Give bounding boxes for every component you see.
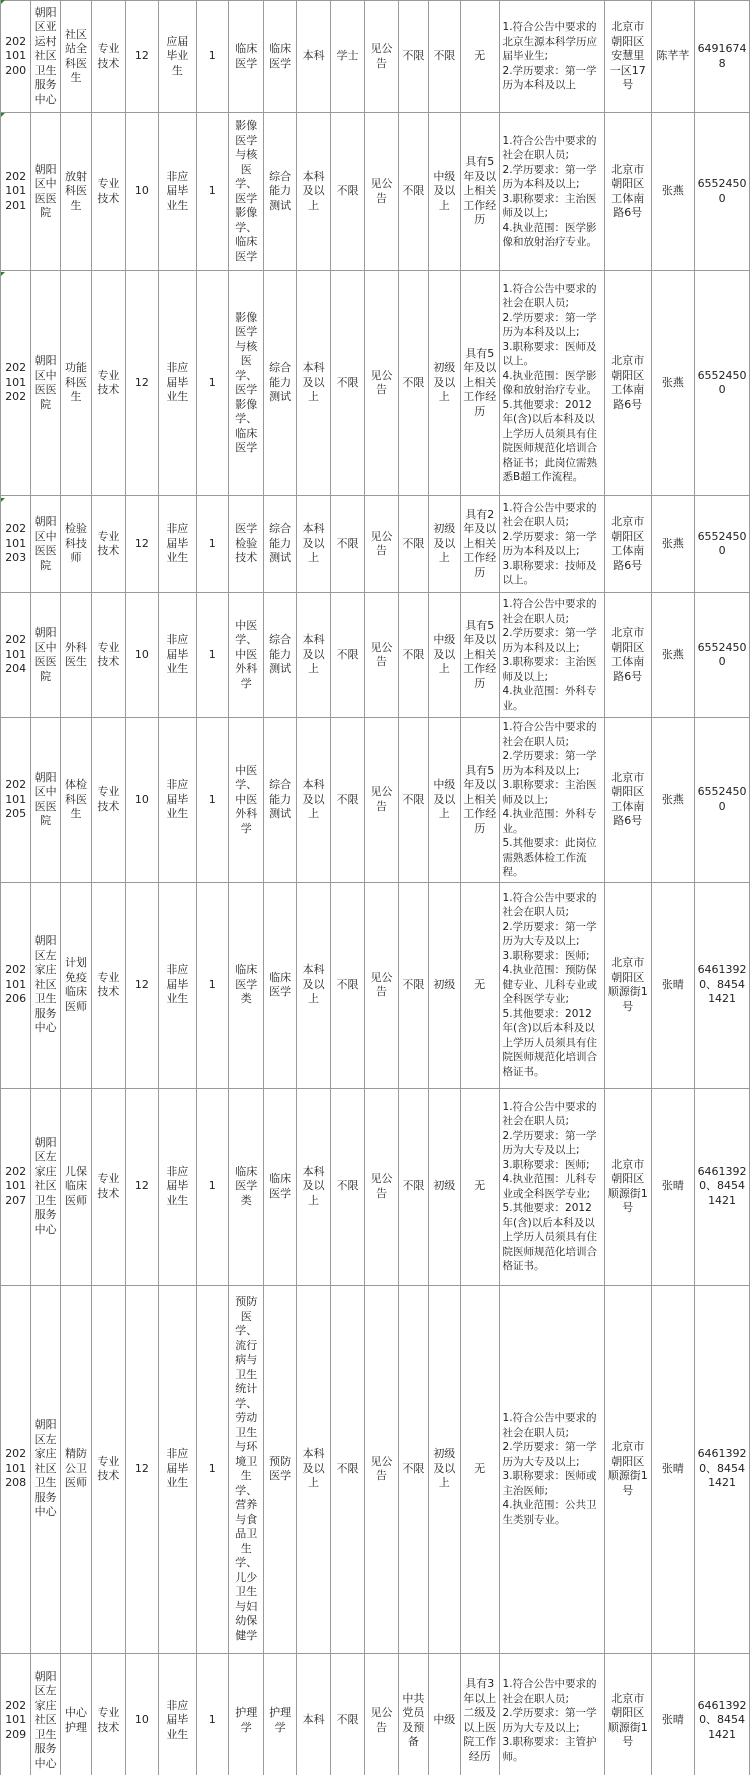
exam-cell: 护理学 (264, 1653, 296, 1775)
count-cell: 1 (196, 496, 228, 593)
table-row (1, 496, 750, 593)
source-cell: 非应届毕业生 (159, 271, 197, 496)
table-row (1, 1285, 750, 1653)
political-cell: 见公告 (364, 1, 398, 113)
address-cell: 北京市朝阳区工体南路6号 (604, 718, 651, 883)
political-cell: 见公告 (364, 1653, 398, 1775)
requirement-line: 3.职称要求：主治医师及以上; (502, 656, 597, 683)
level-cell: 10 (125, 113, 158, 271)
contact-cell: 张燕 (651, 113, 695, 271)
contact-cell: 陈芊芊 (651, 1, 695, 113)
code-cell: 202101205 (1, 718, 31, 883)
category-cell: 专业技术 (92, 1285, 125, 1653)
phone-cell: 65524500 (695, 496, 750, 593)
position-cell: 计划免疫临床医师 (60, 882, 91, 1088)
requirement-line: 3.职称要求：主治医师及以上; (502, 779, 597, 806)
other-requirement-cell: 中共党员及预备 (399, 1653, 428, 1775)
code-cell: 202101200 (1, 1, 31, 113)
requirement-line: 2.学历要求：第一学历为本科及以上; (502, 627, 597, 654)
requirement-line: 4.执业范围：医学影像和放射治疗专业。 (502, 369, 598, 396)
exam-cell: 临床医学 (264, 1088, 296, 1285)
phone-cell: 65524500 (695, 718, 750, 883)
position-cell: 体检科医生 (60, 718, 91, 883)
position-cell: 检验科技师 (60, 496, 91, 593)
address-cell: 北京市朝阳区工体南路6号 (604, 496, 651, 593)
unit-cell: 朝阳区中医医院 (31, 271, 60, 496)
count-cell: 1 (196, 1, 228, 113)
title-cell: 中级及以上 (428, 593, 460, 718)
requirement-line: 2.学历要求：第一学历为本科及以上; (502, 311, 597, 338)
experience-cell: 具有2年及以上相关工作经历 (461, 496, 500, 593)
requirement-line: 2.学历要求：第一学历为大专及以上; (502, 1441, 597, 1468)
requirement-line: 2.学历要求：第一学历为本科及以上 (502, 64, 597, 92)
unit-cell: 朝阳区左家庄社区卫生服务中心 (31, 882, 60, 1088)
requirement-line: 4.执业范围：外科专业。 (502, 685, 597, 712)
experience-cell: 无 (461, 1285, 500, 1653)
other-requirement-cell: 不限 (399, 496, 428, 593)
major-cell: 中医学、中医外科学 (228, 718, 263, 883)
education-cell: 本科 (296, 1, 330, 113)
contact-cell: 张晴 (651, 1285, 695, 1653)
category-cell: 专业技术 (92, 113, 125, 271)
degree-cell: 不限 (331, 1088, 364, 1285)
major-cell: 影像医学与核医学、医学影像学、临床医学 (228, 113, 263, 271)
other-requirement-cell: 不限 (399, 718, 428, 883)
requirement-line: 4.执业范围：医学影像和放射治疗专业。 (502, 221, 598, 248)
other-requirement-cell: 不限 (399, 271, 428, 496)
requirements-cell (499, 496, 604, 593)
requirement-line: 3.职称要求：主治医师及以上; (502, 192, 597, 219)
title-cell: 初级 (428, 1088, 460, 1285)
contact-cell: 张晴 (651, 882, 695, 1088)
category-cell: 专业技术 (92, 496, 125, 593)
experience-cell: 无 (461, 882, 500, 1088)
requirement-line: 4.执业范围：儿科专业或全科医学专业; (502, 1173, 597, 1200)
source-cell: 非应届毕业生 (159, 593, 197, 718)
requirement-line: 2.学历要求：第一学历为大专及以上; (502, 920, 597, 948)
code-cell: 202101204 (1, 593, 31, 718)
education-cell: 本科及以上 (296, 1285, 330, 1653)
major-cell: 护理学 (228, 1653, 263, 1775)
category-cell: 专业技术 (92, 882, 125, 1088)
address-cell: 北京市朝阳区工体南路6号 (604, 593, 651, 718)
education-cell: 本科及以上 (296, 113, 330, 271)
count-cell: 1 (196, 113, 228, 271)
requirement-line: 1.符合公告中要求的社会在职人员; (502, 134, 597, 161)
category-cell: 专业技术 (92, 271, 125, 496)
requirement-line: 5.其他要求：2012年(含)以后本科及以上学历人员须具有住院医师规范化培训合格证书。 (502, 1202, 598, 1272)
category-cell: 专业技术 (92, 1, 125, 113)
education-cell: 本科及以上 (296, 271, 330, 496)
source-cell: 非应届毕业生 (159, 882, 197, 1088)
table-row (1, 1088, 750, 1285)
level-cell: 10 (125, 718, 158, 883)
education-cell: 本科及以上 (296, 882, 330, 1088)
cell-marker (1, 113, 5, 117)
requirements-cell (499, 1653, 604, 1775)
phone-cell: 64916748 (695, 1, 750, 113)
title-cell: 中级 (428, 1653, 460, 1775)
requirement-line: 4.执业范围：外科专业。 (502, 808, 597, 835)
exam-cell: 综合能力测试 (264, 496, 296, 593)
level-cell: 12 (125, 1, 158, 113)
table-row (1, 1653, 750, 1775)
requirement-line: 3.职称要求：技师及以上。 (502, 559, 597, 586)
major-cell: 临床医学类 (228, 882, 263, 1088)
position-cell: 外科医生 (60, 593, 91, 718)
count-cell: 1 (196, 1653, 228, 1775)
count-cell: 1 (196, 1285, 228, 1653)
requirement-line: 2.学历要求：第一学历为本科及以上; (502, 750, 597, 777)
unit-cell: 朝阳区左家庄社区卫生服务中心 (31, 1285, 60, 1653)
source-cell: 非应届毕业生 (159, 1653, 197, 1775)
requirement-line: 3.职称要求：主管护师。 (502, 1736, 597, 1763)
degree-cell: 不限 (331, 718, 364, 883)
source-cell: 非应届毕业生 (159, 718, 197, 883)
requirement-line: 5.其他要求：2012年(含)以后本科及以上学历人员须具有住院医师规范化培训合格证书。 (502, 1007, 598, 1078)
education-cell: 本科 (296, 1653, 330, 1775)
requirement-line: 3.职称要求：医师及以上。 (502, 340, 597, 367)
cell-marker (1, 272, 5, 276)
title-cell: 不限 (428, 1, 460, 113)
code-cell: 202101206 (1, 882, 31, 1088)
other-requirement-cell: 不限 (399, 882, 428, 1088)
experience-cell: 具有5年及以上相关工作经历 (461, 271, 500, 496)
title-cell: 初级及以上 (428, 271, 460, 496)
position-cell: 社区站全科医生 (60, 1, 91, 113)
table-row (1, 1, 750, 113)
address-cell: 北京市朝阳区工体南路6号 (604, 271, 651, 496)
address-cell: 北京市朝阳区顺源街1号 (604, 1653, 651, 1775)
code-cell: 202101203 (1, 496, 31, 593)
contact-cell: 张燕 (651, 496, 695, 593)
requirement-line: 4.执业范围：预防保健专业、儿科专业或全科医学专业; (502, 964, 598, 1006)
code-cell: 202101202 (1, 271, 31, 496)
requirement-line: 1.符合公告中要求的社会在职人员; (502, 501, 597, 528)
requirement-line: 2.学历要求：第一学历为本科及以上; (502, 530, 597, 557)
requirements-cell (499, 271, 604, 496)
count-cell: 1 (196, 1088, 228, 1285)
requirement-line: 1.符合公告中要求的社会在职人员; (502, 1100, 597, 1127)
level-cell: 12 (125, 882, 158, 1088)
category-cell: 专业技术 (92, 718, 125, 883)
code-cell: 202101207 (1, 1088, 31, 1285)
code-cell: 202101208 (1, 1285, 31, 1653)
code-cell: 202101209 (1, 1653, 31, 1775)
requirement-line: 1.符合公告中要求的社会在职人员; (502, 891, 597, 919)
position-cell: 精防公卫医师 (60, 1285, 91, 1653)
unit-cell: 朝阳区亚运村社区卫生服务中心 (31, 1, 60, 113)
exam-cell: 综合能力测试 (264, 718, 296, 883)
title-cell: 初级及以上 (428, 496, 460, 593)
other-requirement-cell: 不限 (399, 1285, 428, 1653)
political-cell: 见公告 (364, 271, 398, 496)
unit-cell: 朝阳区左家庄社区卫生服务中心 (31, 1088, 60, 1285)
requirements-cell (499, 113, 604, 271)
contact-cell: 张燕 (651, 593, 695, 718)
degree-cell: 不限 (331, 496, 364, 593)
level-cell: 10 (125, 593, 158, 718)
category-cell: 专业技术 (92, 1653, 125, 1775)
phone-cell: 64613920、84541421 (695, 882, 750, 1088)
cell-marker (1, 0, 5, 4)
experience-cell: 无 (461, 1088, 500, 1285)
major-cell: 预防医学、流行病与卫生统计学、劳动卫生与环境卫生学、营养与食品卫生学、儿少卫生与妇幼保健学 (228, 1285, 263, 1653)
requirement-line: 1.符合公告中要求的社会在职人员; (502, 598, 597, 625)
requirement-line: 2.学历要求：第一学历为本科及以上; (502, 163, 597, 190)
major-cell: 影像医学与核医学、医学影像学、临床医学 (228, 271, 263, 496)
experience-cell: 无 (461, 1, 500, 113)
source-cell: 应届毕业生 (159, 1, 197, 113)
requirements-cell (499, 882, 604, 1088)
requirement-line: 1.符合公告中要求的社会在职人员; (502, 282, 597, 309)
major-cell: 临床医学 (228, 1, 263, 113)
exam-cell: 临床医学 (264, 882, 296, 1088)
count-cell: 1 (196, 593, 228, 718)
political-cell: 见公告 (364, 718, 398, 883)
phone-cell: 64613920、84541421 (695, 1285, 750, 1653)
political-cell: 见公告 (364, 1088, 398, 1285)
requirement-line: 1.符合公告中要求的社会在职人员; (502, 1412, 597, 1439)
education-cell: 本科及以上 (296, 496, 330, 593)
education-cell: 本科及以上 (296, 718, 330, 883)
degree-cell: 不限 (331, 271, 364, 496)
title-cell: 中级及以上 (428, 113, 460, 271)
cell-marker (1, 498, 5, 502)
requirement-line: 1.符合公告中要求的社会在职人员; (502, 1678, 597, 1705)
address-cell: 北京市朝阳区顺源街1号 (604, 1285, 651, 1653)
requirement-line: 3.职称要求：医师; (502, 1158, 590, 1171)
address-cell: 北京市朝阳区安慧里一区17号 (604, 1, 651, 113)
level-cell: 12 (125, 1285, 158, 1653)
experience-cell: 具有5年及以上相关工作经历 (461, 113, 500, 271)
requirement-line: 3.职称要求：医师; (502, 949, 590, 962)
position-cell: 功能科医生 (60, 271, 91, 496)
degree-cell: 不限 (331, 1285, 364, 1653)
position-cell: 放射科医生 (60, 113, 91, 271)
position-cell: 儿保临床医师 (60, 1088, 91, 1285)
experience-cell: 具有5年及以上相关工作经历 (461, 593, 500, 718)
phone-cell: 65524500 (695, 593, 750, 718)
address-cell: 北京市朝阳区顺源街1号 (604, 882, 651, 1088)
phone-cell: 64613920、84541421 (695, 1653, 750, 1775)
major-cell: 中医学、中医外科学 (228, 593, 263, 718)
experience-cell: 具有5年及以上相关工作经历 (461, 718, 500, 883)
degree-cell: 不限 (331, 113, 364, 271)
major-cell: 临床医学类 (228, 1088, 263, 1285)
count-cell: 1 (196, 718, 228, 883)
political-cell: 见公告 (364, 882, 398, 1088)
source-cell: 非应届毕业生 (159, 113, 197, 271)
education-cell: 本科及以上 (296, 593, 330, 718)
degree-cell: 不限 (331, 1653, 364, 1775)
requirement-line: 5.其他要求：2012年(含)以后本科及以上学历人员须具有住院医师规范化培训合格证书；此岗位需熟悉B超工作流程。 (502, 398, 598, 483)
contact-cell: 张燕 (651, 718, 695, 883)
phone-cell: 65524500 (695, 113, 750, 271)
code-cell: 202101201 (1, 113, 31, 271)
degree-cell: 学士 (331, 1, 364, 113)
source-cell: 非应届毕业生 (159, 1088, 197, 1285)
requirements-cell (499, 718, 604, 883)
address-cell: 北京市朝阳区顺源街1号 (604, 1088, 651, 1285)
education-cell: 本科及以上 (296, 1088, 330, 1285)
level-cell: 12 (125, 496, 158, 593)
other-requirement-cell: 不限 (399, 1088, 428, 1285)
category-cell: 专业技术 (92, 593, 125, 718)
unit-cell: 朝阳区中医医院 (31, 113, 60, 271)
exam-cell: 综合能力测试 (264, 271, 296, 496)
phone-cell: 65524500 (695, 271, 750, 496)
count-cell: 1 (196, 882, 228, 1088)
source-cell: 非应届毕业生 (159, 496, 197, 593)
contact-cell: 张燕 (651, 271, 695, 496)
table-row (1, 882, 750, 1088)
exam-cell: 预防医学 (264, 1285, 296, 1653)
other-requirement-cell: 不限 (399, 1, 428, 113)
requirements-cell (499, 1, 604, 113)
title-cell: 中级及以上 (428, 718, 460, 883)
unit-cell: 朝阳区中医医院 (31, 593, 60, 718)
unit-cell: 朝阳区中医医院 (31, 496, 60, 593)
political-cell: 见公告 (364, 113, 398, 271)
political-cell: 见公告 (364, 593, 398, 718)
political-cell: 见公告 (364, 496, 398, 593)
address-cell: 北京市朝阳区工体南路6号 (604, 113, 651, 271)
title-cell: 初级 (428, 882, 460, 1088)
table-row (1, 271, 750, 496)
requirement-line: 1.符合公告中要求的北京生源本科学历应届毕业生; (502, 21, 598, 63)
level-cell: 12 (125, 271, 158, 496)
requirement-line: 1.符合公告中要求的社会在职人员; (502, 721, 597, 748)
requirement-line: 3.职称要求：医师或主治医师; (502, 1470, 597, 1497)
requirements-cell (499, 593, 604, 718)
unit-cell: 朝阳区中医医院 (31, 718, 60, 883)
contact-cell: 张晴 (651, 1088, 695, 1285)
degree-cell: 不限 (331, 593, 364, 718)
other-requirement-cell: 不限 (399, 593, 428, 718)
requirements-cell (499, 1285, 604, 1653)
title-cell: 初级及以上 (428, 1285, 460, 1653)
exam-cell: 临床医学 (264, 1, 296, 113)
table-row (1, 593, 750, 718)
phone-cell: 64613920、84541421 (695, 1088, 750, 1285)
exam-cell: 综合能力测试 (264, 593, 296, 718)
table-row (1, 718, 750, 883)
degree-cell: 不限 (331, 882, 364, 1088)
requirement-line: 5.其他要求：此岗位需熟悉体检工作流程。 (502, 837, 597, 878)
major-cell: 医学检验技术 (228, 496, 263, 593)
source-cell: 非应届毕业生 (159, 1285, 197, 1653)
count-cell: 1 (196, 271, 228, 496)
experience-cell: 具有3年以上二级及以上医院工作经历 (461, 1653, 500, 1775)
requirement-line: 4.执业范围：公共卫生类别专业。 (502, 1499, 597, 1526)
exam-cell: 综合能力测试 (264, 113, 296, 271)
category-cell: 专业技术 (92, 1088, 125, 1285)
unit-cell: 朝阳区左家庄社区卫生服务中心 (31, 1653, 60, 1775)
requirement-line: 2.学历要求：第一学历为大专及以上; (502, 1129, 597, 1156)
position-cell: 中心护理 (60, 1653, 91, 1775)
other-requirement-cell: 不限 (399, 113, 428, 271)
level-cell: 10 (125, 1653, 158, 1775)
requirement-line: 2.学历要求：第一学历为大专及以上; (502, 1707, 597, 1734)
level-cell: 12 (125, 1088, 158, 1285)
contact-cell: 张晴 (651, 1653, 695, 1775)
political-cell: 见公告 (364, 1285, 398, 1653)
requirements-cell (499, 1088, 604, 1285)
table-row (1, 113, 750, 271)
